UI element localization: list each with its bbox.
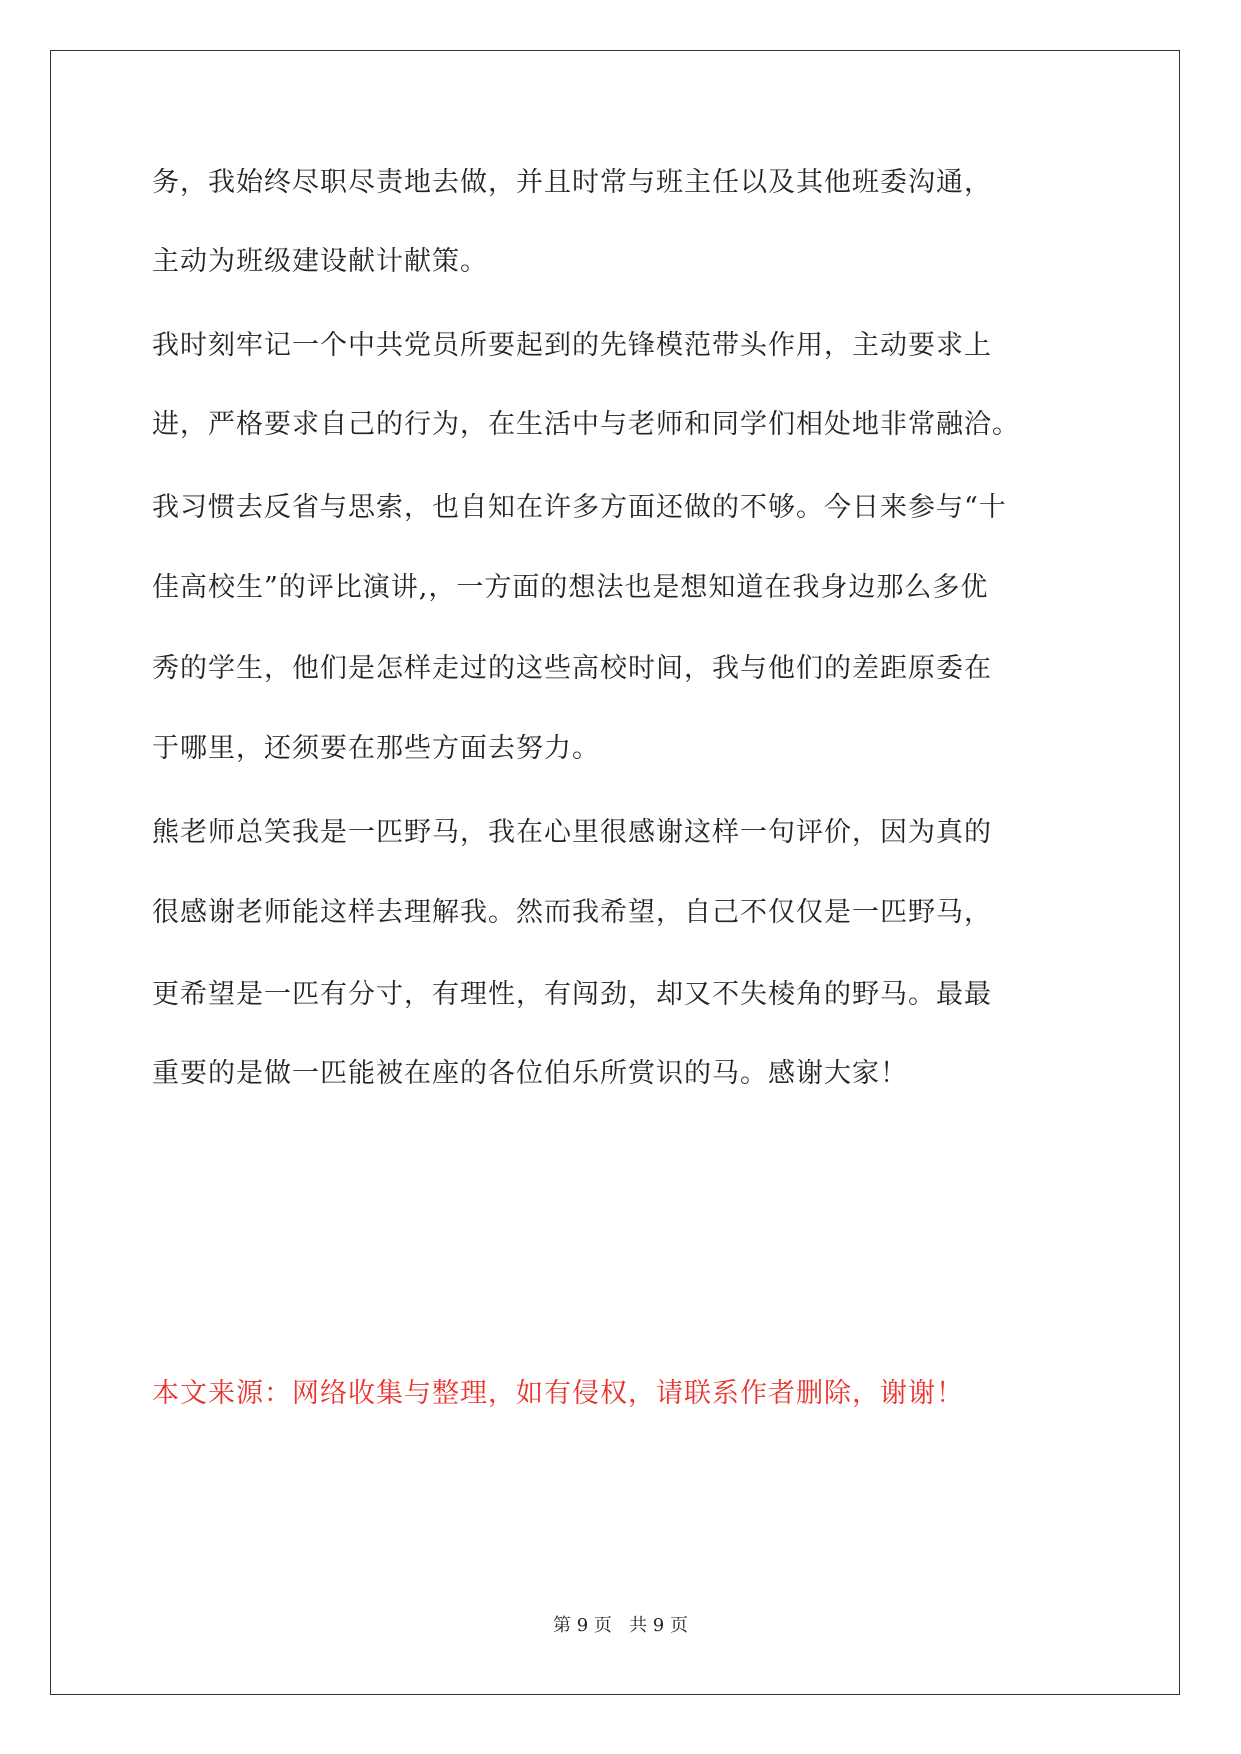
- text-line: 于哪里，还须要在那些方面去努力。: [152, 733, 600, 764]
- page-number: 第 9 页: [553, 1615, 612, 1636]
- text-line: 重要的是做一匹能被在座的各位伯乐所赏识的马。感谢大家！: [152, 1058, 908, 1089]
- page-border: [50, 50, 1180, 1695]
- text-line: 主动为班级建设献计献策。: [152, 246, 488, 277]
- text-line: 很感谢老师能这样去理解我。然而我希望，自己不仅仅是一匹野马，: [152, 897, 992, 928]
- text-line: 进，严格要求自己的行为，在生活中与老师和同学们相处地非常融洽。: [152, 409, 1020, 440]
- text-line: 佳高校生”的评比演讲,，一方面的想法也是想知道在我身边那么多优: [152, 572, 989, 603]
- text-line: 我时刻牢记一个中共党员所要起到的先锋模范带头作用，主动要求上: [152, 330, 992, 361]
- text-line: 更希望是一匹有分寸，有理性，有闯劲，却又不失棱角的野马。最最: [152, 979, 992, 1010]
- text-line: 务，我始终尽职尽责地去做，并且时常与班主任以及其他班委沟通，: [152, 167, 992, 198]
- page-total: 共 9 页: [629, 1615, 688, 1636]
- text-line: 熊老师总笑我是一匹野马，我在心里很感谢这样一句评价，因为真的: [152, 817, 992, 848]
- text-line: 我习惯去反省与思索，也自知在许多方面还做的不够。今日来参与“十: [152, 492, 1007, 523]
- source-disclaimer: 本文来源：网络收集与整理，如有侵权，请联系作者删除，谢谢！: [152, 1378, 964, 1409]
- page-footer: [0, 1615, 1241, 1637]
- text-line: 秀的学生，他们是怎样走过的这些高校时间，我与他们的差距原委在: [152, 653, 992, 684]
